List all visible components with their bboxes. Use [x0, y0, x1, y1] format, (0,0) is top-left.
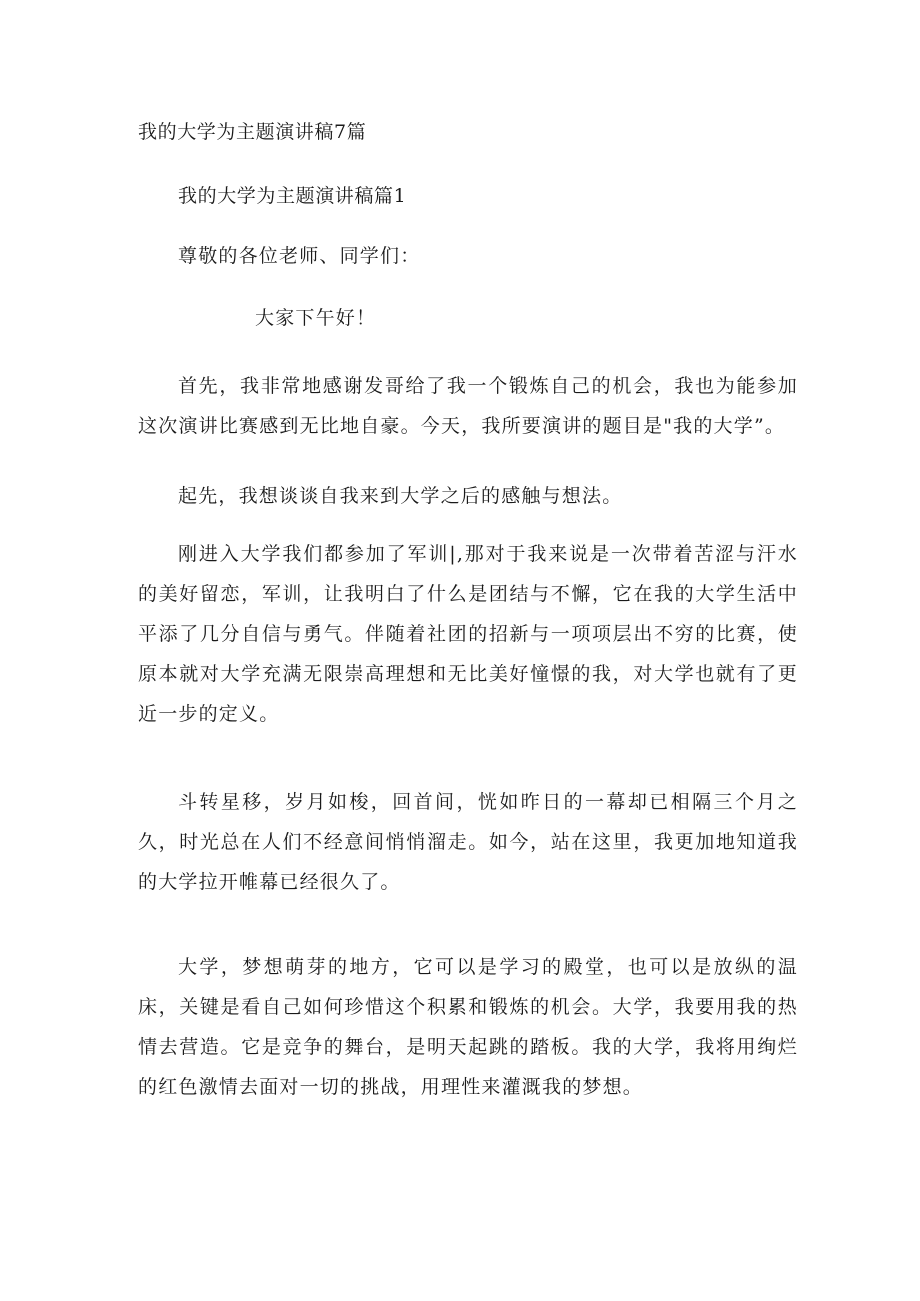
paragraph-4: 斗转星移，岁月如梭，回首间，恍如昨日的一幕却已相隔三个月之久，时光总在人们不经意间悄悄溜走。如今，站在这里，我更加地知道我的大学拉开帷幕已经很久了。: [138, 791, 798, 893]
greeting: 大家下午好！: [255, 307, 377, 329]
paragraph-5: 大学，梦想萌芽的地方，它可以是学习的殿堂，也可以是放纵的温床，关键是看自己如何珍惜这个积累和锻炼的机会。大学，我要用我的热情去营造。它是竞争的舞台，是明天起跳的踏板。我的大学，我将用绚烂的红色激情去面对一切的挑战，用理性来灌溉我的梦想。: [138, 956, 798, 1098]
section-title: 我的大学为主题演讲稿篇1: [178, 185, 407, 207]
salutation: 尊敬的各位老师、同学们：: [178, 245, 421, 267]
document-title: 我的大学为主题演讲稿7篇: [138, 121, 367, 143]
paragraph-1: 首先，我非常地感谢发哥给了我一个锻炼自己的机会，我也为能参加这次演讲比赛感到无比地自豪。今天，我所要演讲的题目是"我的大学”。: [138, 375, 798, 437]
paragraph-2: 起先，我想谈谈自我来到大学之后的感触与想法。: [178, 485, 623, 507]
paragraph-3: 刚进入大学我们都参加了军训|,那对于我来说是一次带着苦涩与汗水的美好留恋，军训，让我明白了什么是团结与不懈，它在我的大学生活中平添了几分自信与勇气。伴随着社团的招新与一项项层出不穷的比赛，使原本就对大学充满无限崇高理想和无比美好憧憬的我，对大学也就有了更近一步的定义。: [138, 543, 798, 725]
